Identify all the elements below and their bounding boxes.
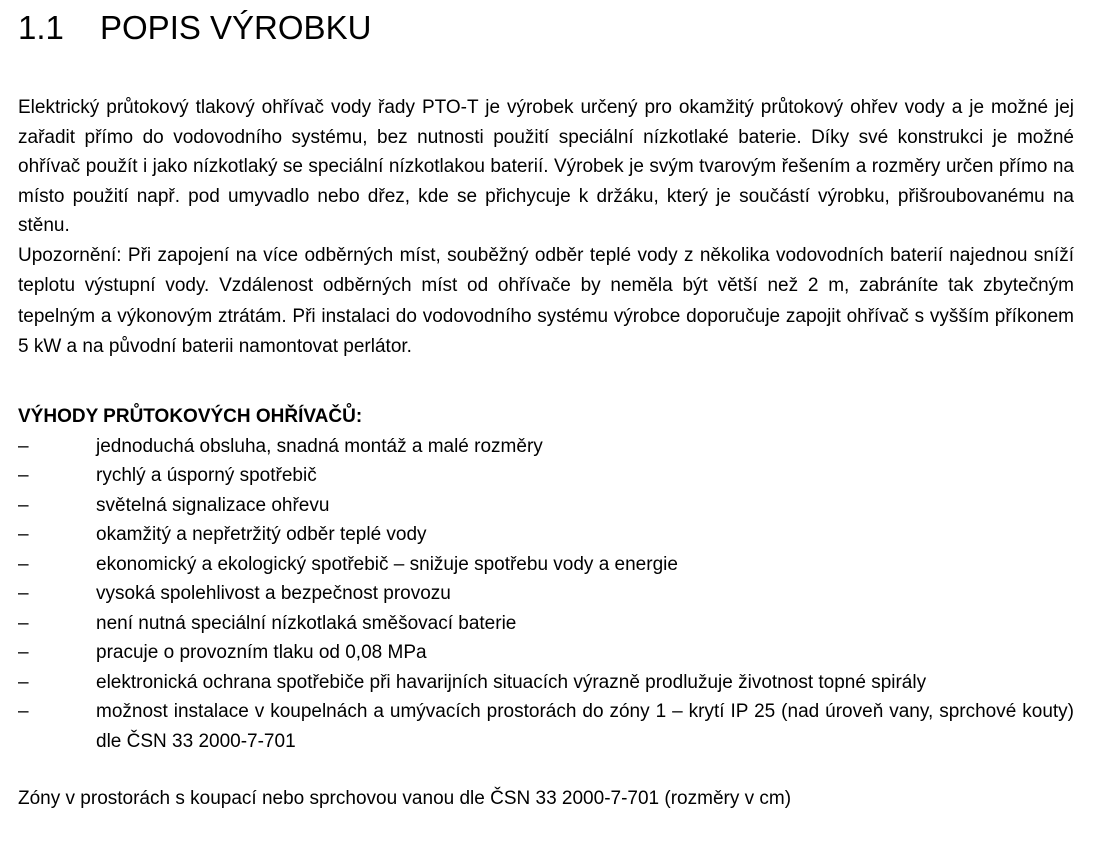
benefit-item — [18, 697, 1074, 756]
bullet-dash: – — [18, 701, 29, 722]
benefit-item — [18, 579, 1074, 609]
section-heading — [18, 6, 1074, 50]
benefits-list — [18, 432, 1074, 757]
intro-paragraph: Elektrický průtokový tlakový ohřívač vody řady PTO-T je výrobek určený pro okamžitý průtokový ohřev vody a je možné jej zařadit přímo do vodovodního systému, bez nutnosti použití speciální nízkotlaké baterie. Díky své konstrukci je možné ohřívač použít i jako nízkotlaký se speciální nízkotlakou baterií. Výrobek je svým tvarovým řešením a rozměry určen přímo na místo použití např. pod umyvadlo nebo dřez, kde se přichycuje k držáku, který je součástí výrobku, přišroubovanému na stěnu. — [18, 97, 1074, 236]
bullet-dash: – — [18, 465, 29, 486]
benefit-item — [18, 491, 1074, 521]
section-title: POPIS VÝROBKU — [100, 9, 372, 46]
benefit-text: jednoduchá obsluha, snadná montáž a malé rozměry — [96, 435, 543, 457]
benefit-text: elektronická ochrana spotřebiče při havarijních situacích výrazně prodlužuje životnost topné spirály — [96, 671, 927, 693]
bullet-dash: – — [18, 671, 29, 693]
benefit-item — [18, 668, 1074, 698]
benefit-item — [18, 520, 1074, 550]
bullet-dash: – — [18, 524, 29, 545]
bullet-dash: – — [18, 435, 29, 457]
benefit-item — [18, 609, 1074, 639]
benefits-heading: VÝHODY PRŮTOKOVÝCH OHŘÍVAČŮ: — [18, 405, 363, 427]
zones-caption: Zóny v prostorách s koupací nebo sprchovou vanou dle ČSN 33 2000-7-701 (rozměry v cm) — [18, 788, 792, 809]
benefit-text: možnost instalace v koupelnách a umývacích prostorách do zóny 1 – krytí IP 25 (nad úroveň vany, sprchové kouty) dle ČSN 33 2000-7-701 — [96, 701, 1074, 752]
section-number: 1.1 — [18, 9, 64, 46]
benefit-text: pracuje o provozním tlaku od 0,08 MPa — [96, 642, 427, 663]
benefit-text: okamžitý a nepřetržitý odběr teplé vody — [96, 524, 427, 545]
bullet-dash: – — [18, 642, 29, 663]
benefit-text: není nutná speciální nízkotlaká směšovací baterie — [96, 612, 517, 634]
benefit-item — [18, 638, 1074, 668]
benefit-item — [18, 461, 1074, 491]
benefit-text: světelná signalizace ohřevu — [96, 494, 330, 516]
bullet-dash: – — [18, 583, 29, 604]
warning-paragraph: Upozornění: Při zapojení na více odběrných míst, souběžný odběr teplé vody z několika vodovodních baterií najednou sníží teplotu výstupní vody. Vzdálenost odběrných míst od ohřívače by neměla být větší než 2 m, zabráníte tak zbytečným tepelným a výkonovým ztrátám. Při instalaci do vodovodního systému výrobce doporučuje zapojit ohřívač s vyšším příkonem 5 kW a na původní baterii namontovat perlátor. — [18, 244, 1074, 357]
benefit-item — [18, 432, 1074, 462]
benefit-text: vysoká spolehlivost a bezpečnost provozu — [96, 583, 451, 604]
bullet-dash: – — [18, 612, 29, 634]
bullet-dash: – — [18, 494, 29, 516]
document-page — [18, 0, 1074, 814]
benefit-text: ekonomický a ekologický spotřebič – snižuje spotřebu vody a energie — [96, 553, 678, 575]
bullet-dash: – — [18, 553, 29, 575]
benefit-item — [18, 550, 1074, 580]
benefit-text: rychlý a úsporný spotřebič — [96, 465, 317, 486]
